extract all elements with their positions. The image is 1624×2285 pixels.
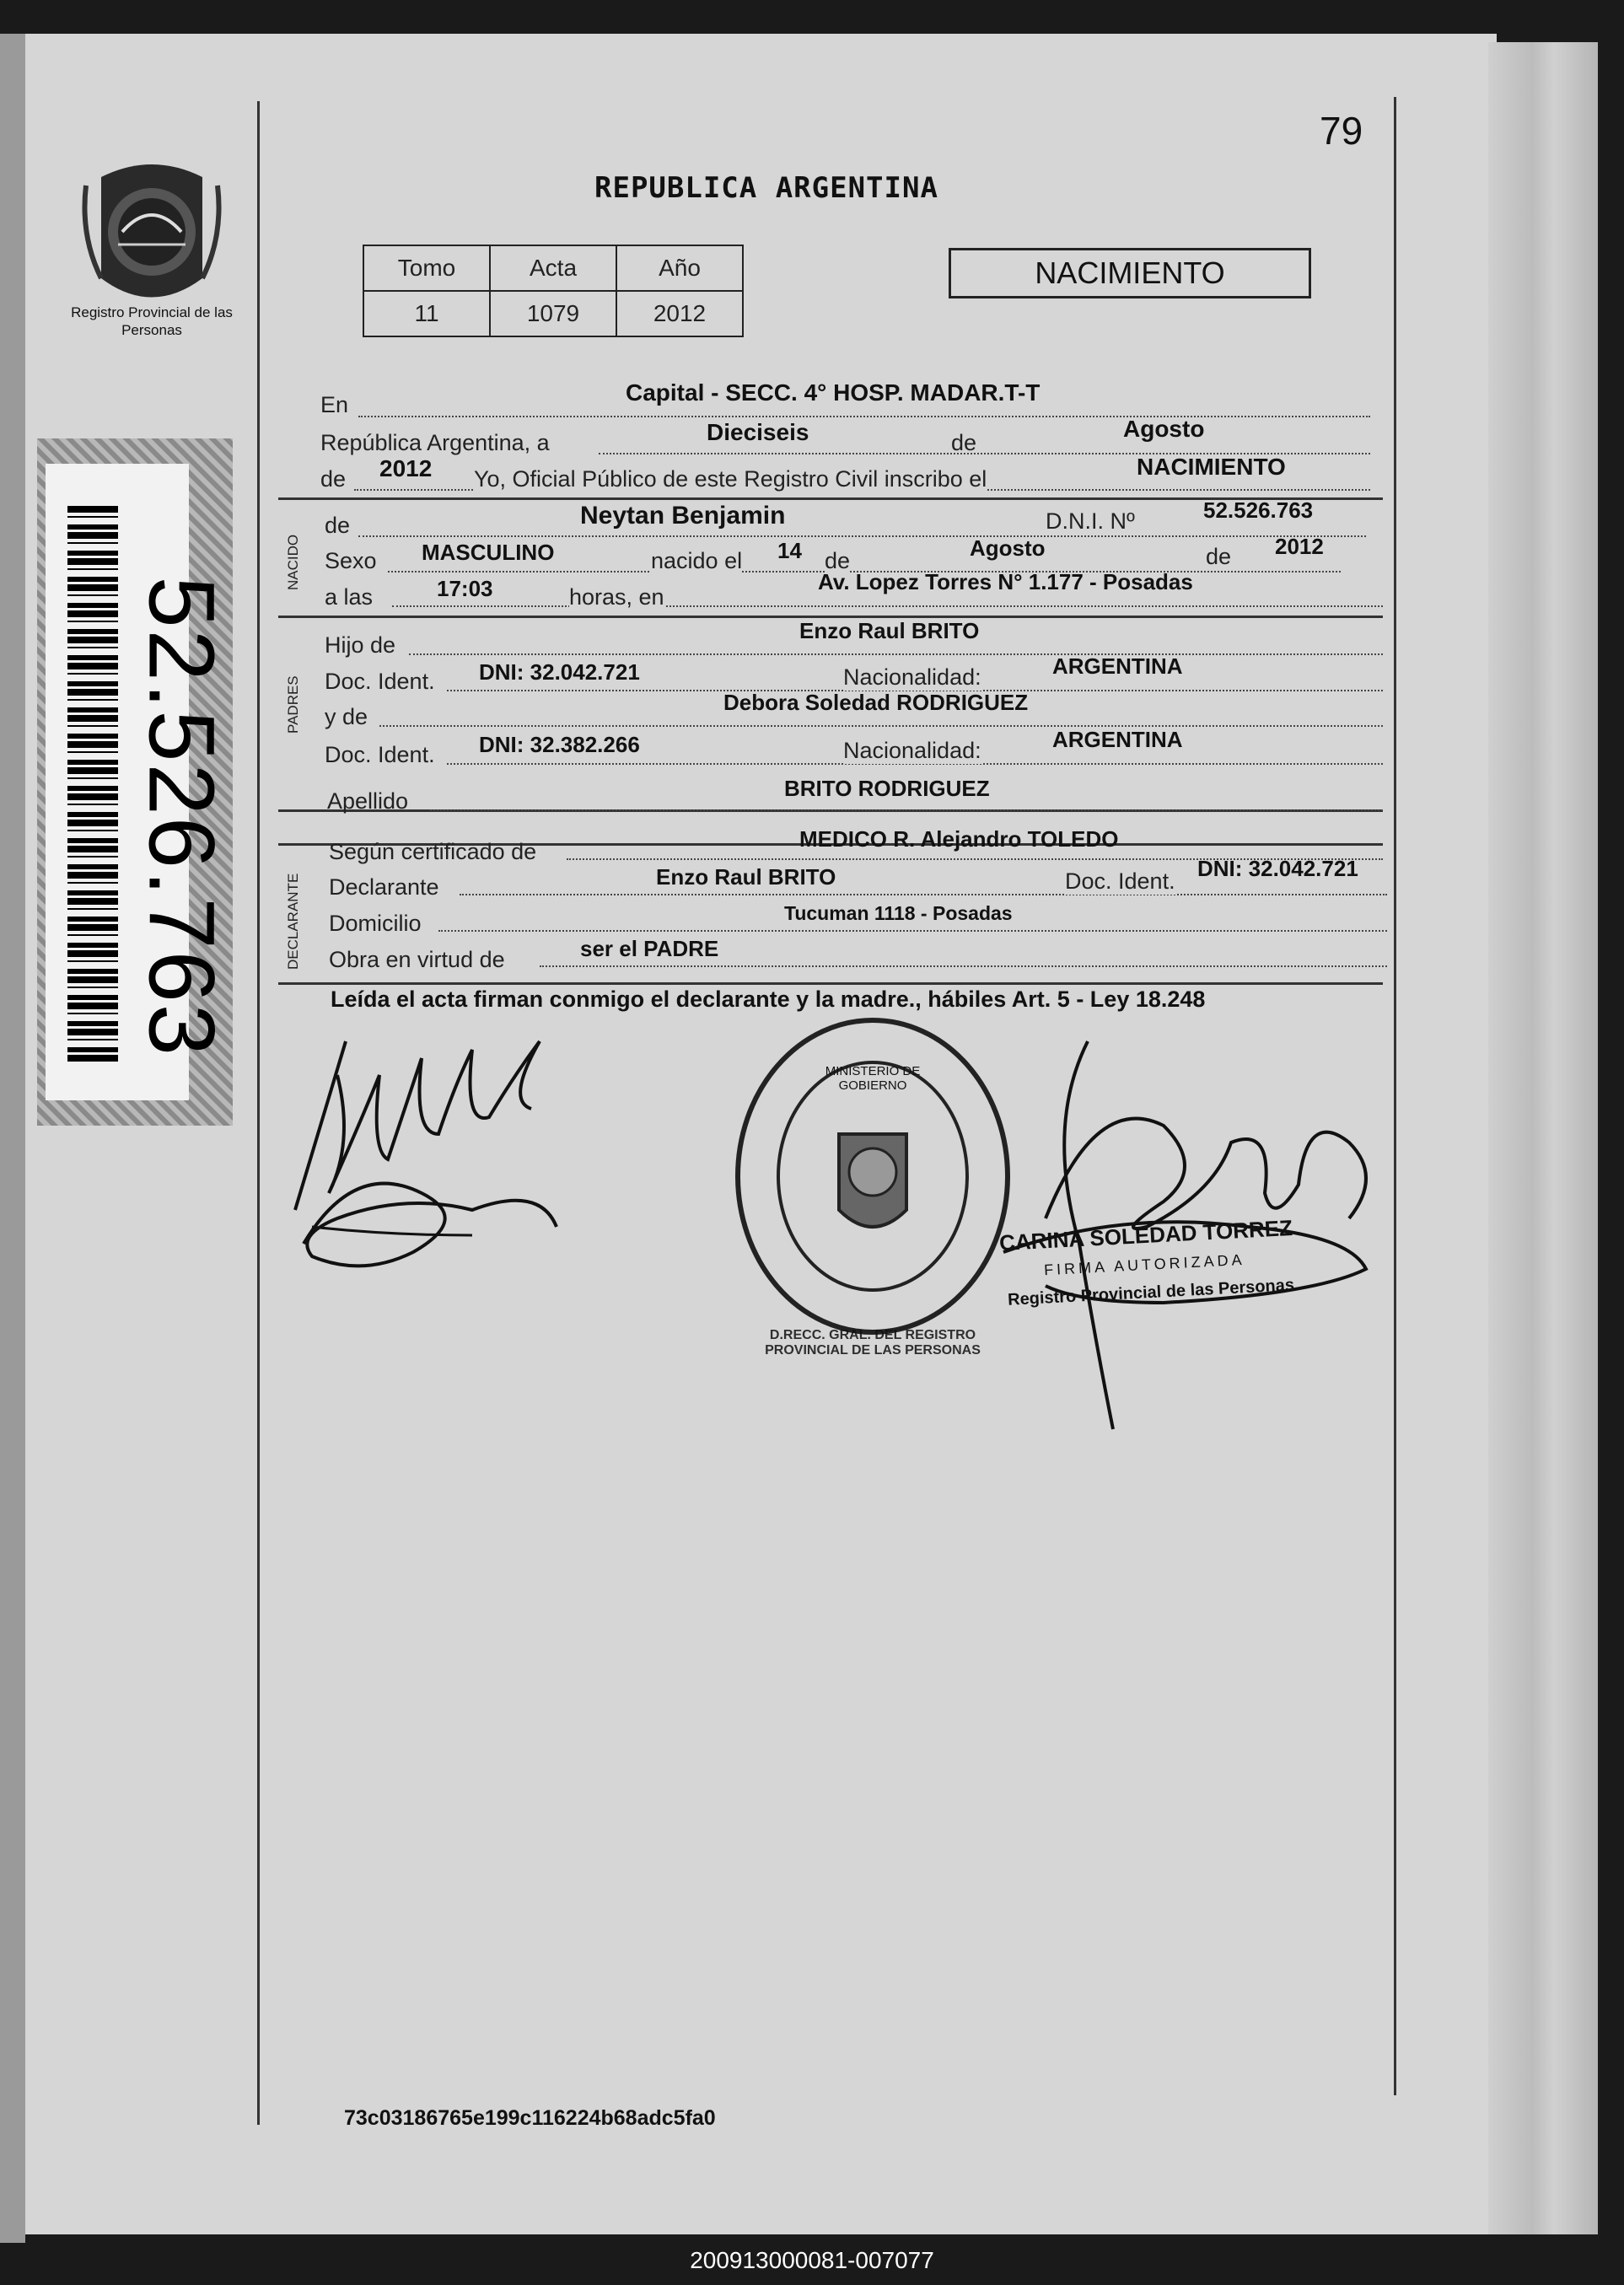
mother-doc: DNI: 32.382.266 bbox=[479, 732, 640, 757]
nacionalidad-label: Nacionalidad: bbox=[843, 664, 981, 690]
oficial-text: Yo, Oficial Público de este Registro Civil inscribo el bbox=[474, 466, 987, 492]
de-label: de bbox=[320, 466, 347, 492]
table-header: Tomo bbox=[363, 245, 490, 291]
de-label: de bbox=[1206, 544, 1232, 569]
table-cell: 2012 bbox=[616, 291, 743, 336]
mother-name: Debora Soledad RODRIGUEZ bbox=[723, 690, 1029, 715]
province-emblem-icon bbox=[67, 152, 236, 320]
child-name: Neytan Benjamin bbox=[580, 502, 786, 530]
stamp-office: Registro Provincial de las Personas bbox=[1007, 1276, 1295, 1309]
divider bbox=[278, 982, 1383, 985]
obra-value: ser el PADRE bbox=[580, 936, 719, 961]
doc-label: Doc. Ident. bbox=[325, 742, 435, 767]
birth-month: Agosto bbox=[970, 535, 1046, 561]
doc-label: Doc. Ident. bbox=[325, 669, 435, 694]
footer-id: 200913000081-007077 bbox=[690, 2247, 934, 2273]
birth-year: 2012 bbox=[1275, 534, 1324, 559]
document-type: NACIMIENTO bbox=[1035, 255, 1225, 290]
dni-label: D.N.I. Nº bbox=[1046, 508, 1135, 534]
obra-label: Obra en virtud de bbox=[329, 947, 505, 972]
declarant-doc: DNI: 32.042.721 bbox=[1197, 856, 1358, 881]
alas-label: a las bbox=[325, 584, 374, 610]
seal-inner-text: MINISTERIO DE GOBIERNO bbox=[825, 1064, 921, 1093]
book-spine bbox=[0, 34, 25, 2243]
document-hash: 73c03186765e199c116224b68adc5fa0 bbox=[344, 2106, 716, 2130]
page-title: REPUBLICA ARGENTINA bbox=[594, 171, 938, 205]
seal-outer-text: D.RECC. GRAL. DEL REGISTRO PROVINCIAL DE LAS PERSONAS bbox=[765, 1328, 981, 1358]
father-nationality: ARGENTINA bbox=[1052, 653, 1183, 679]
page-number: 79 bbox=[1320, 109, 1363, 153]
father-doc: DNI: 32.042.721 bbox=[479, 659, 640, 685]
stamp-role: FIRMA AUTORIZADA bbox=[1043, 1250, 1246, 1279]
child-dni: 52.526.763 bbox=[1203, 497, 1314, 523]
registry-logo bbox=[67, 152, 236, 354]
stamp-name: CARINA SOLEDAD TORREZ bbox=[998, 1214, 1293, 1256]
closing-statement: Leída el acta firman conmigo el declarante y la madre., hábiles Art. 5 - Ley 18.248 bbox=[331, 987, 1206, 1012]
child-sex: MASCULINO bbox=[422, 540, 555, 565]
birth-place: Av. Lopez Torres N° 1.177 - Posadas bbox=[818, 569, 1193, 594]
table-cell: 1079 bbox=[490, 291, 616, 336]
inscribe-type: NACIMIENTO bbox=[1137, 454, 1286, 480]
table-cell: 11 bbox=[363, 291, 490, 336]
registry-day: Dieciseis bbox=[707, 419, 809, 445]
section-label-padres: PADRES bbox=[285, 675, 301, 734]
horas-label: horas, en bbox=[569, 584, 664, 610]
registry-table bbox=[363, 245, 744, 337]
section-label-nacido: NACIDO bbox=[285, 534, 301, 590]
table-header: Año bbox=[616, 245, 743, 291]
table-header: Acta bbox=[490, 245, 616, 291]
barcode-bars bbox=[67, 506, 118, 1062]
nacionalidad-label: Nacionalidad: bbox=[843, 738, 981, 763]
birth-time: 17:03 bbox=[437, 576, 493, 601]
nacido-label: nacido el bbox=[651, 548, 743, 573]
mother-nationality: ARGENTINA bbox=[1052, 727, 1183, 752]
certificate-doctor: MEDICO R. Alejandro TOLEDO bbox=[799, 826, 1119, 852]
certificado-label: Según certificado de bbox=[329, 839, 537, 864]
left-margin-line bbox=[257, 101, 260, 2125]
registry-month: Agosto bbox=[1123, 416, 1205, 442]
page-edges bbox=[1488, 42, 1598, 2234]
declarant-name: Enzo Raul BRITO bbox=[656, 864, 836, 890]
declarante-label: Declarante bbox=[329, 874, 439, 900]
hijo-label: Hijo de bbox=[325, 632, 396, 658]
registry-year: 2012 bbox=[379, 455, 433, 481]
surname: BRITO RODRIGUEZ bbox=[784, 776, 990, 801]
doc-label: Doc. Ident. bbox=[1065, 868, 1175, 894]
republica-label: República Argentina, a bbox=[320, 430, 550, 455]
official-seal bbox=[729, 1008, 1016, 1345]
de-label: de bbox=[825, 548, 851, 573]
yde-label: y de bbox=[325, 704, 368, 729]
domicilio-label: Domicilio bbox=[329, 911, 422, 936]
document-type-box bbox=[949, 248, 1311, 298]
en-label: En bbox=[320, 392, 349, 417]
declarant-address: Tucuman 1118 - Posadas bbox=[784, 902, 1013, 924]
place-of-registry: Capital - SECC. 4° HOSP. MADAR.T-T bbox=[626, 379, 1041, 406]
logo-caption: Registro Provincial de las Personas bbox=[71, 304, 233, 338]
section-label-declarante: DECLARANTE bbox=[285, 873, 301, 970]
birth-day: 14 bbox=[777, 538, 802, 563]
sexo-label: Sexo bbox=[325, 548, 377, 573]
signature-official bbox=[287, 1024, 573, 1277]
de-label: de bbox=[951, 430, 977, 455]
apellido-label: Apellido bbox=[327, 788, 409, 814]
de-label: de bbox=[325, 513, 351, 538]
father-name: Enzo Raul BRITO bbox=[799, 618, 980, 643]
